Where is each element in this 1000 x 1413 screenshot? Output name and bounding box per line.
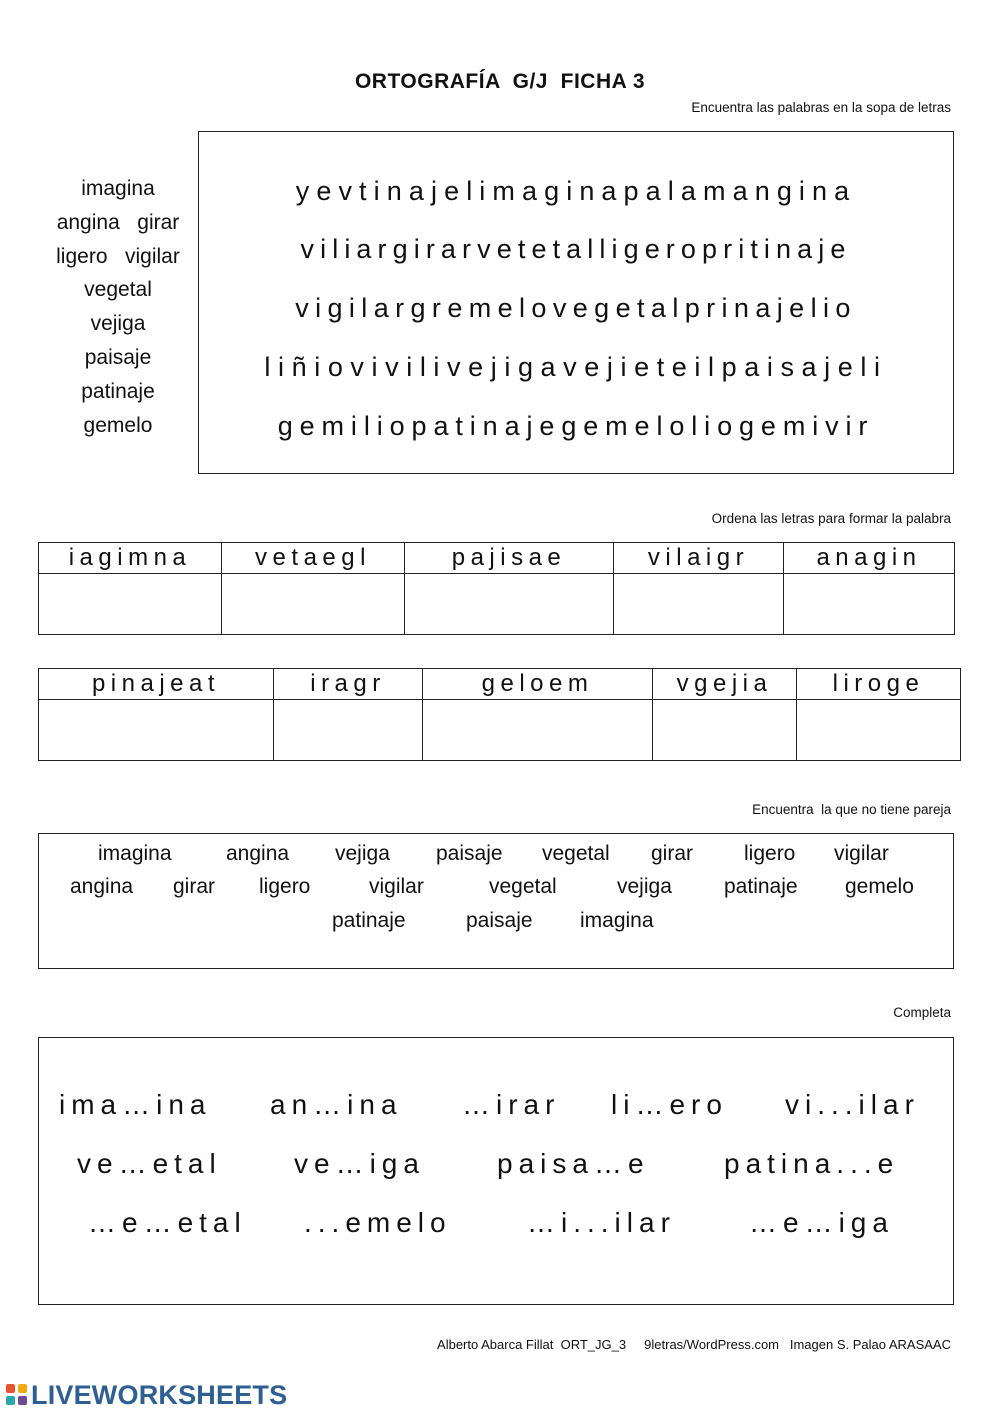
word-option[interactable]: patinaje [332, 909, 406, 932]
word-search-row[interactable]: viliargirarvetetalligeropritinaje [300, 234, 852, 264]
liveworksheets-logo-icon [6, 1384, 28, 1406]
word-option[interactable]: paisaje [436, 842, 503, 865]
word-option[interactable]: patinaje [724, 875, 798, 898]
fill-in-word[interactable]: patina...e [724, 1148, 900, 1179]
word-option[interactable]: gemelo [845, 875, 914, 898]
word-option[interactable]: vejiga [617, 875, 672, 898]
answer-box[interactable] [653, 700, 797, 761]
scrambled-word: iagimna [39, 543, 222, 574]
word-search-instruction: Encuentra las palabras en la sopa de letras [691, 100, 951, 115]
word-search-grid [198, 131, 954, 474]
word-option[interactable]: imagina [580, 909, 654, 932]
word-search-row[interactable]: liñiovivilivejigavejieteilpaisajeli [264, 352, 888, 382]
scramble-table-2 [38, 668, 961, 761]
fill-in-word[interactable]: ...emelo [304, 1207, 452, 1238]
answer-box[interactable] [423, 700, 653, 761]
scrambled-word: vetaegl [222, 543, 405, 574]
fill-in-word[interactable]: …irar [462, 1089, 561, 1120]
answer-box[interactable] [797, 700, 961, 761]
scrambled-word: vgejia [653, 669, 797, 700]
answer-box[interactable] [222, 574, 405, 635]
fill-in-word[interactable]: an…ina [270, 1089, 403, 1120]
fill-in-word[interactable]: …i...ilar [527, 1207, 676, 1238]
page-title: ORTOGRAFÍA G/J FICHA 3 [354, 70, 646, 93]
word-option[interactable]: girar [173, 875, 216, 898]
scrambled-word: vilaigr [614, 543, 784, 574]
answer-box[interactable] [405, 574, 614, 635]
scrambled-word: liroge [797, 669, 961, 700]
scrambled-word: anagin [784, 543, 955, 574]
word-option[interactable]: angina [226, 842, 290, 865]
word-search-row[interactable]: yevtinajelimaginapalamangina [295, 176, 857, 206]
word-search-row[interactable]: gemiliopatinajegemeloliogemivir [277, 411, 875, 441]
word-list-item: imagina [81, 177, 155, 200]
complete-instruction: Completa [893, 1005, 951, 1020]
word-list [40, 172, 196, 442]
word-list-item: vegetal [84, 278, 152, 302]
answer-box[interactable] [39, 700, 274, 761]
fill-in-word[interactable]: ve…etal [77, 1148, 222, 1179]
scramble-table-1 [38, 542, 955, 635]
word-option[interactable]: vegetal [542, 842, 610, 865]
fill-in-word[interactable]: ima…ina [59, 1089, 212, 1120]
answer-box[interactable] [614, 574, 784, 635]
word-option[interactable]: girar [651, 842, 694, 865]
word-search-row[interactable]: vigilargremelovegetalprinajelio [295, 293, 857, 323]
fill-in-word[interactable]: …e…iga [749, 1207, 894, 1238]
word-option[interactable]: paisaje [466, 909, 533, 932]
word-option[interactable]: vigilar [369, 875, 424, 898]
word-list-item: gemelo [83, 413, 153, 437]
scrambled-word: iragr [274, 669, 423, 700]
scrambled-word: pajisae [405, 543, 614, 574]
fill-in-word[interactable]: vi...ilar [785, 1089, 920, 1120]
answer-box[interactable] [39, 574, 222, 635]
scrambled-word: pinajeat [39, 669, 274, 700]
word-option[interactable]: imagina [98, 842, 172, 865]
word-option[interactable]: angina [70, 875, 134, 898]
odd-one-instruction: Encuentra la que no tiene pareja [752, 802, 951, 817]
scramble-instruction: Ordena las letras para formar la palabra [711, 511, 951, 526]
word-option[interactable]: vejiga [335, 842, 390, 865]
word-list-item: ligero vigilar [56, 244, 180, 268]
brand-name: LIVEWORKSHEETS [31, 1379, 288, 1410]
credit-line: Alberto Abarca Fillat ORT_JG_3 9letras/WordPress.com Imagen S. Palao ARASAAC [437, 1337, 951, 1352]
word-list-item: angina girar [56, 210, 180, 234]
word-list-item: patinaje [81, 379, 155, 403]
fill-in-word[interactable]: ve…iga [294, 1148, 425, 1179]
brand-logo[interactable] [6, 1380, 287, 1410]
word-option[interactable]: vigilar [834, 842, 889, 865]
answer-box[interactable] [274, 700, 423, 761]
odd-one-box [38, 833, 954, 969]
fill-in-word[interactable]: li…ero [611, 1089, 728, 1120]
answer-box[interactable] [784, 574, 955, 635]
word-list-item: paisaje [84, 345, 152, 369]
word-option[interactable]: ligero [744, 842, 796, 865]
complete-box [38, 1037, 954, 1305]
scrambled-word: geloem [423, 669, 653, 700]
fill-in-word[interactable]: paisa…e [497, 1148, 650, 1179]
word-list-item: vejiga [90, 312, 146, 336]
word-option[interactable]: vegetal [489, 875, 557, 898]
word-option[interactable]: ligero [259, 875, 311, 898]
fill-in-word[interactable]: …e…etal [88, 1207, 247, 1238]
